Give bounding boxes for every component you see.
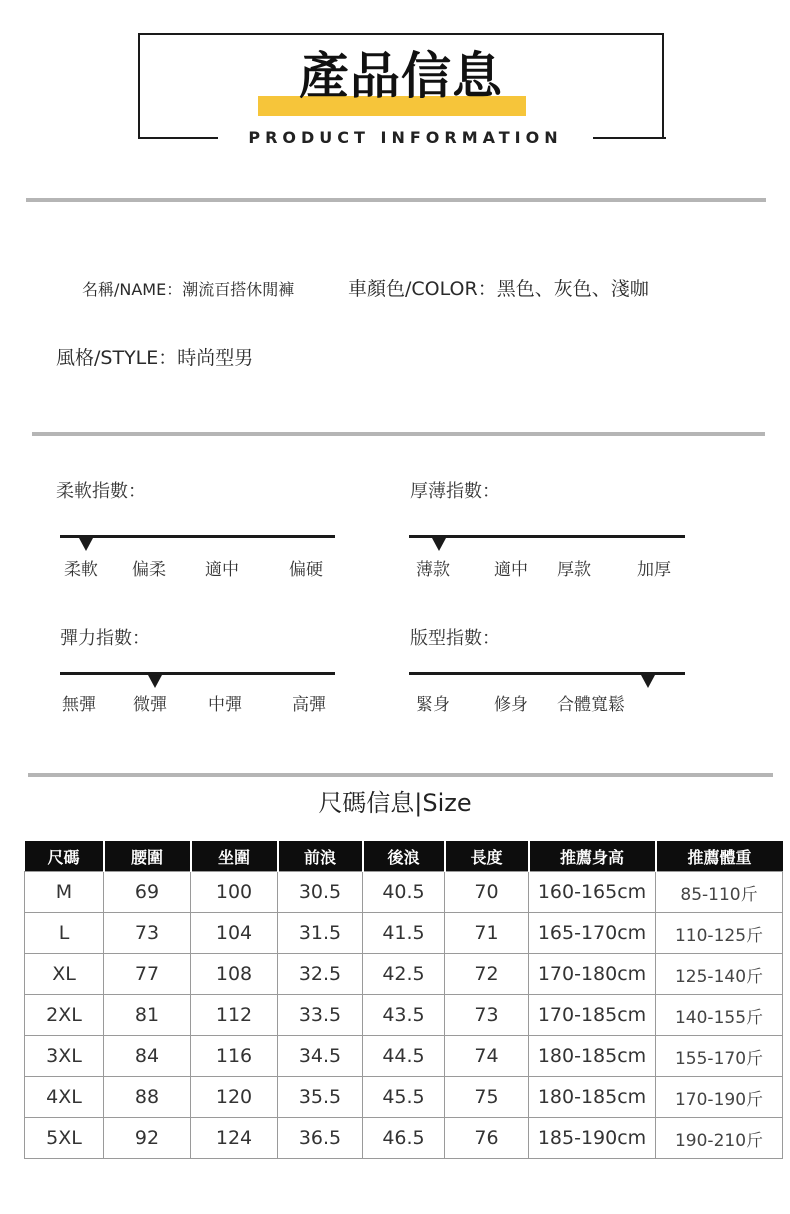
softness-label: 偏柔 bbox=[132, 560, 166, 580]
table-cell: 185-190cm bbox=[529, 1118, 656, 1159]
table-cell: 110-125斤 bbox=[656, 913, 783, 954]
table-cell: 76 bbox=[445, 1118, 529, 1159]
column-header: 推薦體重 bbox=[656, 841, 783, 872]
table-row bbox=[25, 913, 783, 954]
elasticity-index-title: 彈力指數： bbox=[60, 628, 150, 649]
header-frame-bottom-left bbox=[138, 137, 218, 139]
table-cell: 180-185cm bbox=[529, 1077, 656, 1118]
elasticity-label: 中彈 bbox=[208, 695, 242, 715]
table-cell: 43.5 bbox=[363, 995, 445, 1036]
thickness-index-title: 厚薄指數： bbox=[410, 481, 500, 502]
table-cell: 125-140斤 bbox=[656, 954, 783, 995]
table-cell: 92 bbox=[104, 1118, 191, 1159]
size-table-title: 尺碼信息|Size bbox=[318, 789, 472, 817]
table-cell: 40.5 bbox=[363, 872, 445, 913]
thickness-label: 薄款 bbox=[416, 560, 450, 580]
table-row bbox=[25, 1036, 783, 1077]
elasticity-label: 高彈 bbox=[292, 695, 326, 715]
table-cell: 84 bbox=[104, 1036, 191, 1077]
table-cell: 4XL bbox=[25, 1077, 104, 1118]
table-cell: 2XL bbox=[25, 995, 104, 1036]
table-cell: 74 bbox=[445, 1036, 529, 1077]
table-cell: 170-185cm bbox=[529, 995, 656, 1036]
column-header: 後浪 bbox=[363, 841, 445, 872]
table-cell: 70 bbox=[445, 872, 529, 913]
elasticity-label: 微彈 bbox=[133, 695, 167, 715]
page-title: 產品信息 bbox=[299, 47, 503, 105]
thickness-label: 適中 bbox=[494, 560, 528, 580]
table-cell: L bbox=[25, 913, 104, 954]
size-table bbox=[24, 841, 783, 1159]
table-cell: 44.5 bbox=[363, 1036, 445, 1077]
page-subtitle: PRODUCT INFORMATION bbox=[248, 128, 563, 147]
table-cell: 3XL bbox=[25, 1036, 104, 1077]
table-cell: 124 bbox=[191, 1118, 278, 1159]
column-header: 尺碼 bbox=[25, 841, 104, 872]
column-header: 腰圍 bbox=[104, 841, 191, 872]
softness-label: 偏硬 bbox=[289, 560, 323, 580]
table-cell: 155-170斤 bbox=[656, 1036, 783, 1077]
table-row bbox=[25, 954, 783, 995]
table-cell: 36.5 bbox=[278, 1118, 363, 1159]
thickness-scale bbox=[409, 535, 685, 538]
table-header-row bbox=[25, 841, 783, 872]
divider bbox=[26, 198, 766, 202]
table-cell: 75 bbox=[445, 1077, 529, 1118]
table-cell: 180-185cm bbox=[529, 1036, 656, 1077]
table-cell: 69 bbox=[104, 872, 191, 913]
softness-marker-icon bbox=[79, 538, 93, 551]
divider bbox=[28, 773, 773, 777]
elasticity-scale bbox=[60, 672, 335, 675]
table-cell: 33.5 bbox=[278, 995, 363, 1036]
divider bbox=[32, 432, 765, 436]
table-cell: 120 bbox=[191, 1077, 278, 1118]
fit-label: 合體寬鬆 bbox=[557, 695, 625, 715]
table-cell: 5XL bbox=[25, 1118, 104, 1159]
table-cell: 165-170cm bbox=[529, 913, 656, 954]
softness-label: 適中 bbox=[205, 560, 239, 580]
table-cell: 46.5 bbox=[363, 1118, 445, 1159]
table-cell: 140-155斤 bbox=[656, 995, 783, 1036]
table-cell: 30.5 bbox=[278, 872, 363, 913]
table-cell: 108 bbox=[191, 954, 278, 995]
column-header: 長度 bbox=[445, 841, 529, 872]
header-frame-bottom-right bbox=[593, 137, 666, 139]
table-row bbox=[25, 1077, 783, 1118]
table-cell: 32.5 bbox=[278, 954, 363, 995]
table-cell: 160-165cm bbox=[529, 872, 656, 913]
table-cell: 72 bbox=[445, 954, 529, 995]
elasticity-label: 無彈 bbox=[62, 695, 96, 715]
column-header: 坐圍 bbox=[191, 841, 278, 872]
table-row bbox=[25, 872, 783, 913]
fit-label: 修身 bbox=[494, 695, 528, 715]
fit-marker-icon bbox=[641, 675, 655, 688]
table-cell: 73 bbox=[104, 913, 191, 954]
fit-index-title: 版型指數： bbox=[410, 628, 500, 649]
info-color: 車顏色/COLOR：黑色、灰色、淺咖 bbox=[348, 278, 649, 300]
table-cell: 81 bbox=[104, 995, 191, 1036]
table-cell: 41.5 bbox=[363, 913, 445, 954]
info-name: 名稱/NAME：潮流百搭休閒褲 bbox=[82, 280, 295, 299]
table-cell: 73 bbox=[445, 995, 529, 1036]
table-row bbox=[25, 1118, 783, 1159]
table-cell: 170-180cm bbox=[529, 954, 656, 995]
table-cell: XL bbox=[25, 954, 104, 995]
fit-label: 緊身 bbox=[416, 695, 450, 715]
table-cell: 100 bbox=[191, 872, 278, 913]
table-cell: 71 bbox=[445, 913, 529, 954]
table-cell: 104 bbox=[191, 913, 278, 954]
softness-scale bbox=[60, 535, 335, 538]
table-cell: 85-110斤 bbox=[656, 872, 783, 913]
table-cell: 112 bbox=[191, 995, 278, 1036]
table-cell: 88 bbox=[104, 1077, 191, 1118]
table-cell: 116 bbox=[191, 1036, 278, 1077]
softness-index-title: 柔軟指數： bbox=[56, 481, 146, 502]
table-cell: 34.5 bbox=[278, 1036, 363, 1077]
table-cell: 190-210斤 bbox=[656, 1118, 783, 1159]
thickness-label: 加厚 bbox=[637, 560, 671, 580]
info-style: 風格/STYLE：時尚型男 bbox=[56, 347, 254, 369]
column-header: 前浪 bbox=[278, 841, 363, 872]
thickness-marker-icon bbox=[432, 538, 446, 551]
elasticity-marker-icon bbox=[148, 675, 162, 688]
column-header: 推薦身高 bbox=[529, 841, 656, 872]
thickness-label: 厚款 bbox=[557, 560, 591, 580]
table-cell: 35.5 bbox=[278, 1077, 363, 1118]
table-cell: 42.5 bbox=[363, 954, 445, 995]
softness-label: 柔軟 bbox=[64, 560, 98, 580]
table-cell: 77 bbox=[104, 954, 191, 995]
table-cell: 31.5 bbox=[278, 913, 363, 954]
table-cell: M bbox=[25, 872, 104, 913]
table-cell: 45.5 bbox=[363, 1077, 445, 1118]
table-row bbox=[25, 995, 783, 1036]
table-cell: 170-190斤 bbox=[656, 1077, 783, 1118]
